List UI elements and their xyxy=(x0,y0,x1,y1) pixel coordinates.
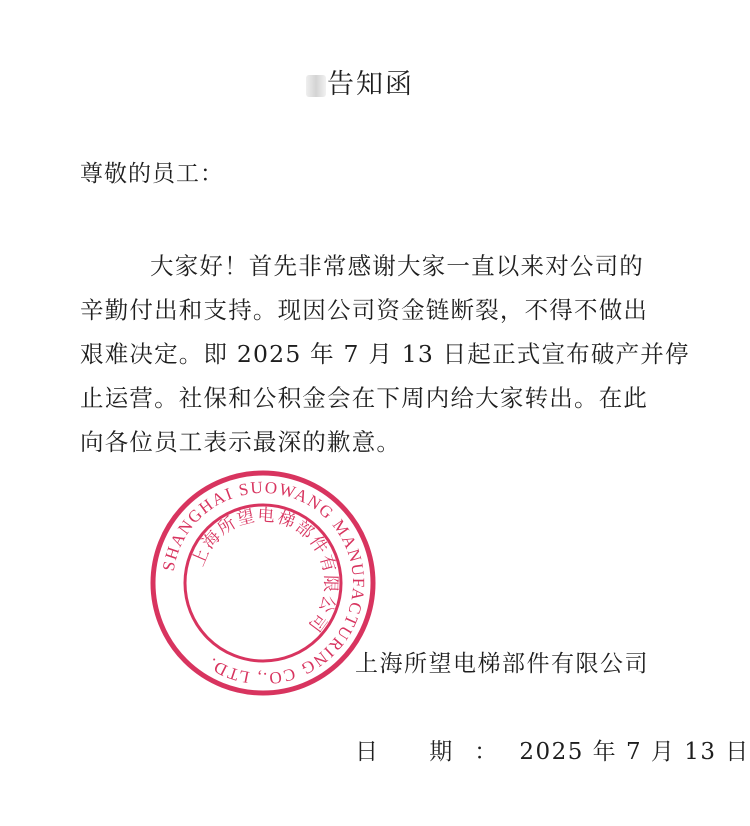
letter-title xyxy=(0,62,720,101)
body-line: 艰难决定。即 2025 年 7 月 13 日起正式宣布破产并停 xyxy=(80,340,690,368)
company-signature: 上海所望电梯部件有限公司 xyxy=(355,651,649,677)
seal-outer-text: SHANGHAI SUOWANG MANUFACTURING CO., LTD. xyxy=(158,477,369,689)
seal-inner-text: 上海所望电梯部件有限公司 xyxy=(188,505,341,637)
greeting: 尊敬的员工： xyxy=(80,161,224,187)
date-value: 2025 年 7 月 13 日 xyxy=(519,739,750,765)
body-line: 止运营。社保和公积金会在下周内给大家转出。在此 xyxy=(80,384,649,412)
body-line: 大家好！首先非常感谢大家一直以来对公司的 xyxy=(150,252,644,280)
company-seal xyxy=(148,468,378,698)
body-line: 辛勤付出和支持。现因公司资金链断裂，不得不做出 xyxy=(80,296,649,324)
date-line xyxy=(355,733,750,766)
date-label: 日 期： xyxy=(355,739,520,765)
title-text: 告知函 xyxy=(327,69,414,100)
body-line: 向各位员工表示最深的歉意。 xyxy=(80,428,402,456)
title-blur-mark xyxy=(306,75,326,97)
